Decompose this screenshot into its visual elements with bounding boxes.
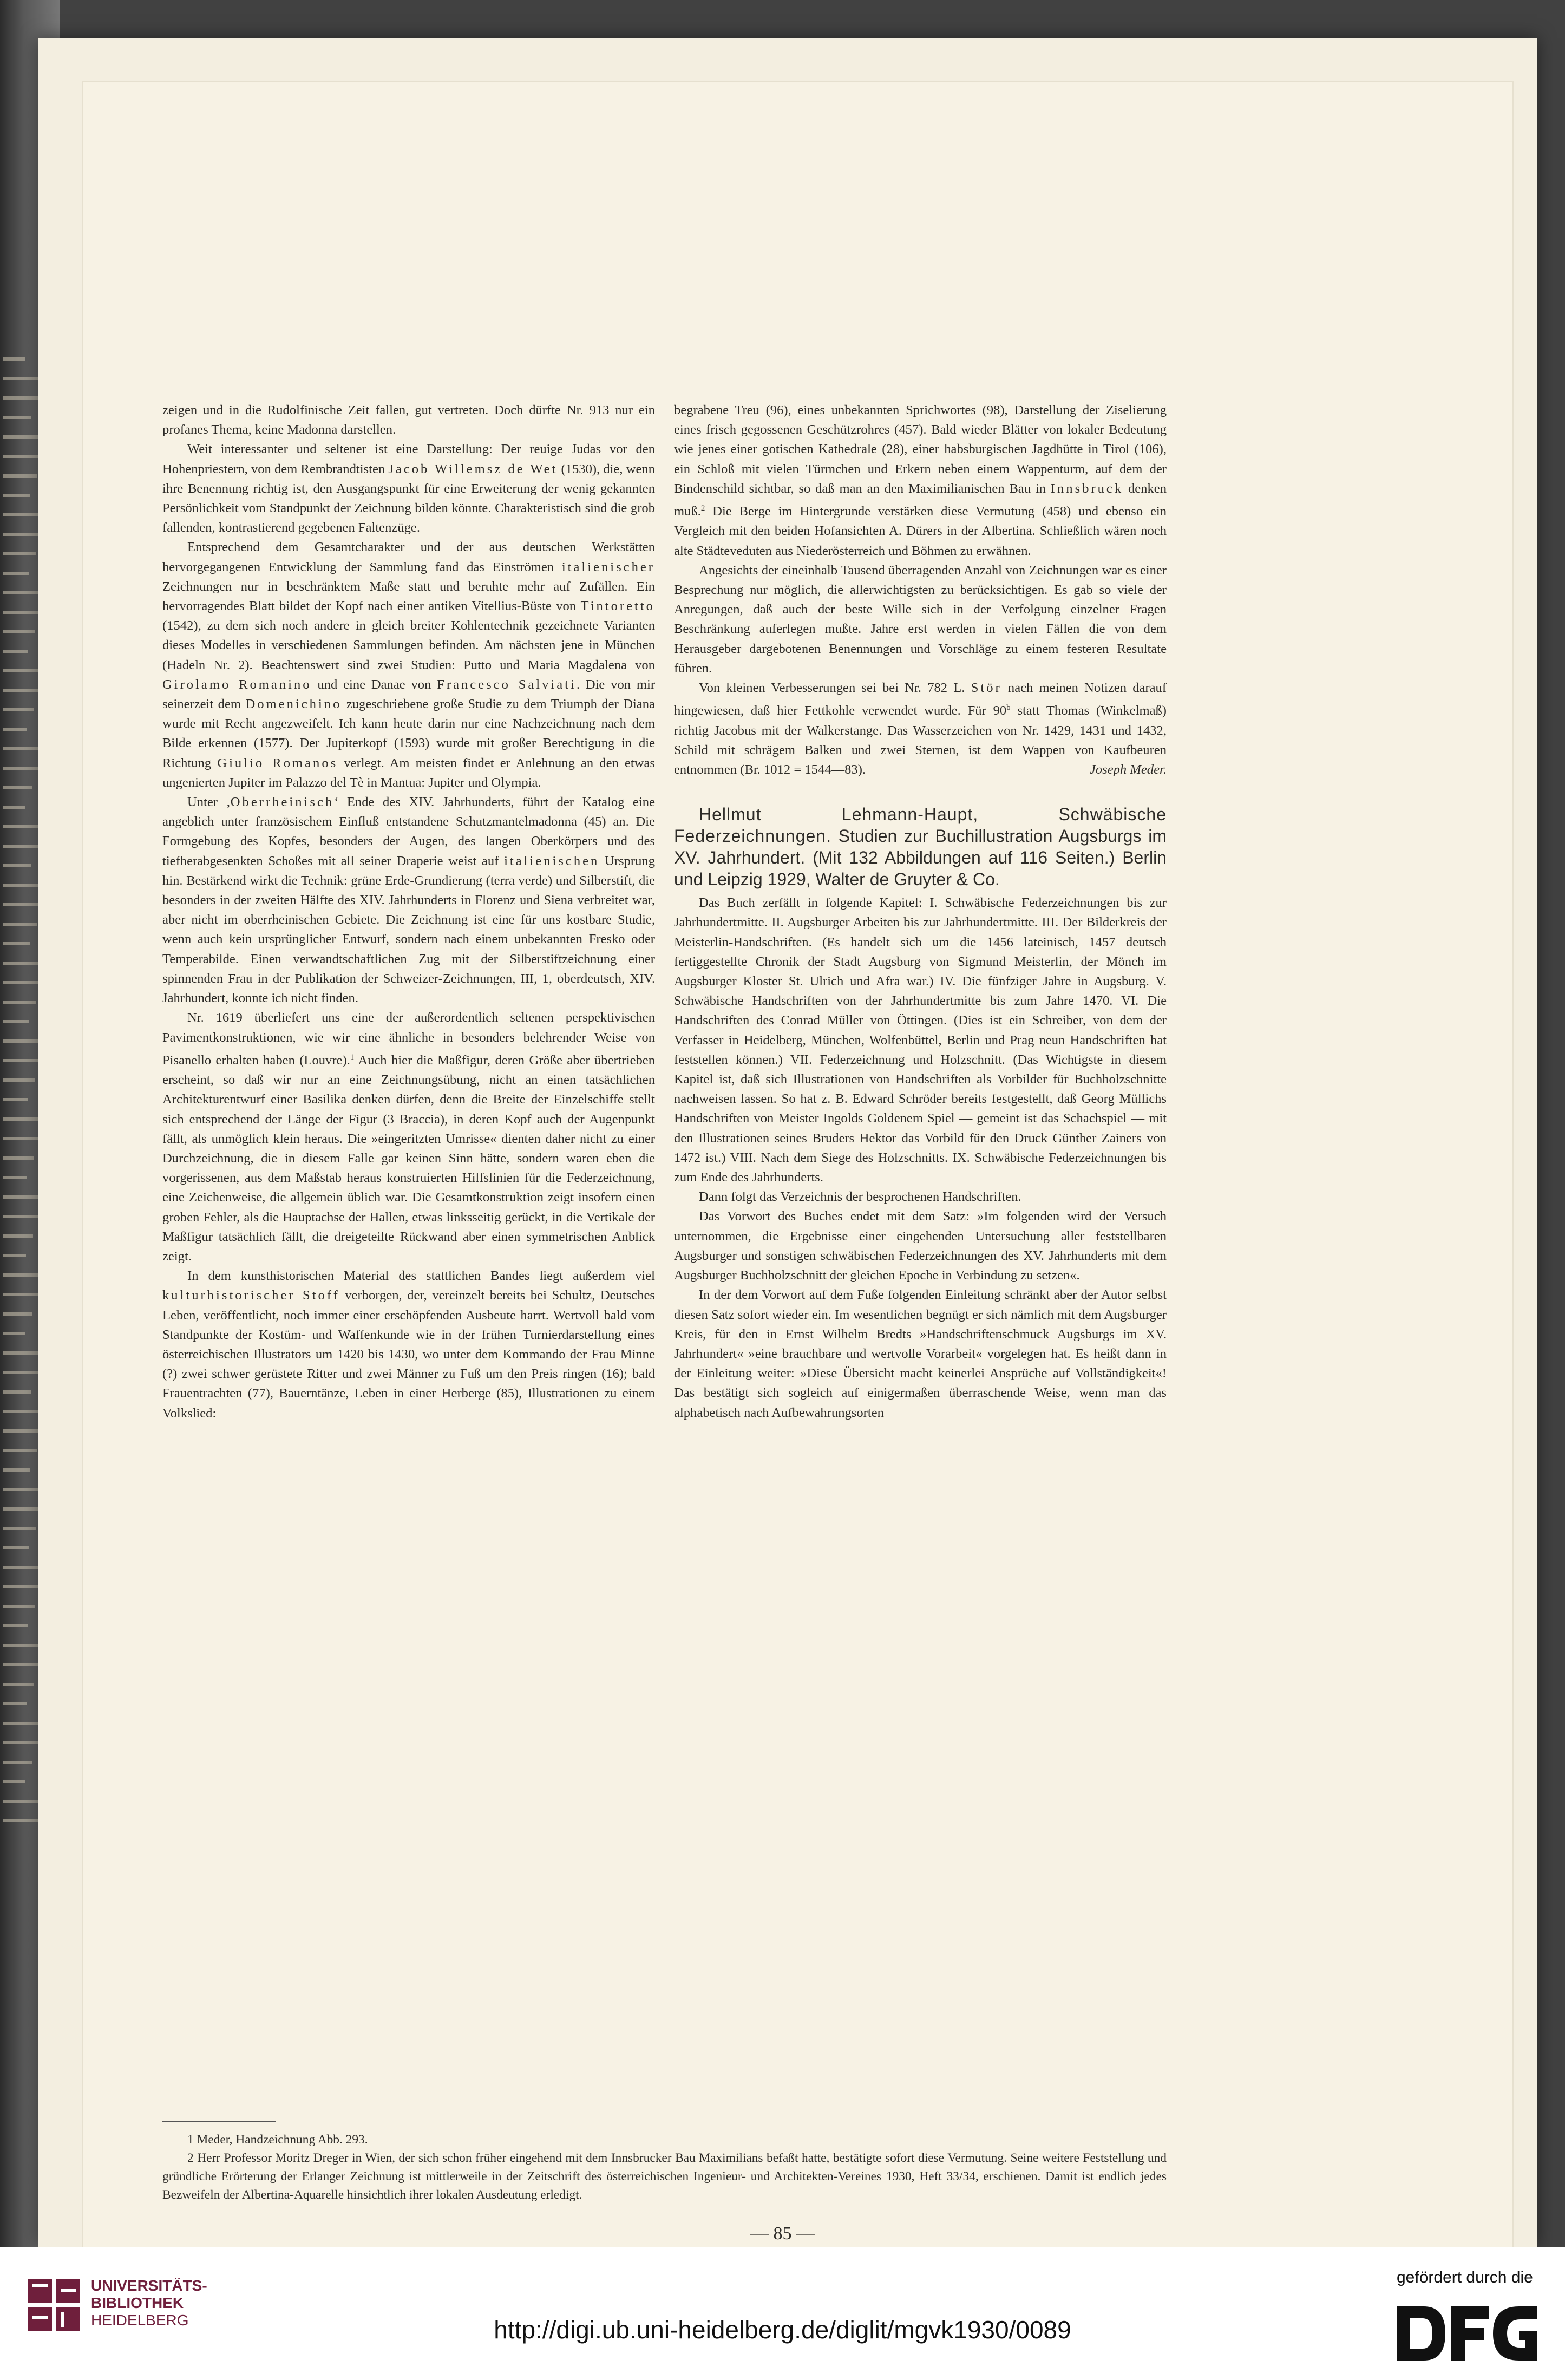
facing-page-text-line: [3, 1176, 27, 1179]
paragraph: Das Buch zerfällt in folgende Kapitel: I. Schwäbische Federzeichnungen bis zur Jahrhundertmitte. II. Augsburger Arbeiten bis zur Jahrhundertmitte. III. Der Bilderkreis der Meisterlin-Handschriften. (Es handelt sich um die 1456 lateinisch, 1457 deutsch fertiggestellte Chronik der Stadt Augsburg von Sigmund Meisterlin, der Mönch im Augsburger Kloster St. Ulrich und Afra war.) IV. Die fünfziger Jahre in Augsburg. V. Schwäbische Handschriften von der Jahrhundertmitte bis zum Jahre 1470. VI. Die Handschriften des Conrad Müller von Öttingen. (Dies ist ein Schreiber, von dem der Verfasser in Heidelberg, München, Wolfenbüttel, Berlin und Prag neun Handschriften hat feststellen können.) VII. Federzeichnung und Holzschnitt. (Das Wichtigste in diesem Kapitel ist, daß sich Illustrationen von Handschriften als Vorbilder für Buchholzschnitte nachweisen lassen. So hat z. B. Edward Schröder bereits festgestellt, daß Georg Müllichs Handschriften von Meister Ingolds Goldenem Spiel — gemeint ist das Schachspiel — mit den Illustrationen seines Bruders Hektor das Vorbild für den Druck Günther Zainers von 1472 ist.) VIII. Nach dem Siege des Holzschnitts. IX. Schwäbische Federzeichnungen bis zum Ende des Jahrhunderts.: [674, 895, 1167, 1185]
facing-page-text-line: [3, 572, 29, 575]
paragraph: Dann folgt das Verzeichnis der besprochenen Handschriften.: [699, 1189, 1021, 1205]
facing-page-text-line: [3, 1059, 42, 1062]
facing-page-text-line: [3, 1527, 36, 1530]
review-heading: Hellmut Lehmann-Haupt, Schwäbische Federzeichnungen. Studien zur Buchillustration Augsburgs im XV. Jahrhundert. (Mit 132 Abbildungen auf 116 Seiten.) Berlin und Leipzig 1929, Walter de Gruyter & Co.: [674, 805, 1167, 890]
paragraph: Das Vorwort des Buches endet mit dem Satz: »Im folgenden wird der Versuch unternommen, die Ergebnisse einer eingehenden Untersuchung aller feststellbaren Augsburger und sonstigen schwäbischen Federzeichnungen des XV. Jahrhunderts mit dem Augsburger Buchholzschnitt der gleichen Epoche in Verbindung zu setzen«.: [674, 1209, 1167, 1283]
footnote-ref: 1: [350, 1052, 355, 1062]
facing-page-text-line: [3, 1390, 31, 1394]
facing-page-text-line: [3, 1312, 32, 1316]
facing-page-text-line: [3, 689, 41, 692]
facing-page-text-line: [3, 728, 27, 731]
facing-page-text-line: [3, 1293, 39, 1296]
dfg-logo: [1391, 2301, 1543, 2366]
left-column: [162, 401, 655, 1423]
footnote-1: 1 Meder, Handzeichnung Abb. 293.: [187, 2133, 368, 2147]
permalink-url[interactable]: http://digi.ub.uni-heidelberg.de/diglit/mgvk1930/0089: [494, 2316, 1071, 2344]
facing-page-text-line: [3, 474, 37, 478]
facing-page-text-line: [3, 1001, 36, 1004]
facing-page-text-line: [3, 1683, 34, 1686]
facing-page-text-line: [3, 845, 38, 848]
paragraph: Unter ‚Oberrheinisch‘ Ende des XIV. Jahrhunderts, führt der Katalog eine angeblich unter französischem Einfluß entstandene Schutzmantelmadonna (45) an. Die Formgebung des Kopfes, besonders der Augen, des langen Oberkörpers und des tiefherabgesenkten Schoßes mit all seiner Draperie weist auf italienischen Ursprung hin. Bestärkend wirkt die Technik: grüne Erde-Grundierung (terra verde) und Silberstift, die besonders in der zweiten Hälfte des XIV. Jahrhunderts in Florenz und Siena verbreitet war, aber nicht im oberrheinischen Gebiete. Die Zeichnung ist eine für uns kostbare Studie, wenn auch kein ursprünglicher Entwurf, sondern nach einem unbekannten Fresko oder Temperabilde. Einen verwandtschaftlichen Zug mit der Silberstiftzeichnung einer spinnenden Frau in der Publikation der Schweizer-Zeichnungen, III, 1, oberdeutsch, XIV. Jahrhundert, konnte ich nicht finden.: [162, 795, 656, 1006]
facing-page-text-line: [3, 1468, 30, 1472]
artist-name: Tintoretto: [580, 599, 655, 614]
paragraph: Angesichts der eineinhalb Tausend überragenden Anzahl von Zeichnungen war es einer Besprechung nur möglich, die allerwichtigsten zu berücksichtigen. Es gab so viele der Anregungen, daß auch der beste Wille sich in der Verfolgung einzelner Fragen Beschränkung auferlegen mußte. Jahre erst werden in vielen Fällen die von dem Herausgeber dargebotenen Benennungen und Vorschläge zu einem festeren Resultate führen.: [674, 563, 1167, 676]
funding-caption: gefördert durch die: [1397, 2268, 1533, 2286]
facing-page-text-line: [3, 1585, 42, 1588]
facing-page-text-line: [3, 611, 42, 614]
facing-page-text-line: [3, 1254, 26, 1257]
artist-name: Jacob Willemsz de Wet: [388, 461, 558, 476]
facing-page-text-line: [3, 1449, 37, 1452]
facing-page-text-line: [3, 494, 30, 497]
paragraph: In der dem Vorwort auf dem Fuße folgenden Einleitung schränkt aber der Autor selbst diesen Satz sofort wieder ein. Im wesentlichen begnügt er sich nämlich mit dem Augsburger Kreis, für den in Ernst Wilhelm Bredts »Handschriftenschmuck Augsburgs im XV. Jahrhundert« »eine brauchbare und wertvolle Vorarbeit« vorgelegen hat. Es heißt dann in der Einleitung weiter: »Diese Übersicht macht keinerlei Ansprüche auf Vollständigkeit«! Das bestätigt sich sogleich auf einigermaßen überraschende Weise, wenn man das alphabetisch nach Aufbewahrungsorten: [674, 1287, 1167, 1420]
facing-page-text-line: [3, 1234, 33, 1238]
facing-page-text-line: [3, 650, 28, 653]
facing-page-text-line: [3, 1624, 28, 1627]
facing-page-text-line: [3, 1215, 40, 1218]
facing-page-text-line: [3, 1098, 28, 1101]
funder-block[interactable]: [1386, 2268, 1548, 2371]
facing-page-text-line: [3, 1702, 27, 1705]
facing-page-text-line: [3, 1332, 25, 1335]
facing-page-text-line: [3, 533, 43, 536]
facing-page-text-line: [3, 1371, 38, 1374]
footnote-rule: [162, 2121, 276, 2122]
facing-page-text-line: [3, 1156, 34, 1160]
paragraph: begrabene Treu (96), eines unbekannten Sprichwortes (98), Darstellung der Ziselierung eines frisch gegossenen Geschützrohres (457). Bald wieder Blätter von lokaler Bedeutung wie jenes einer gotischen Kathedrale (28), einer habsburgischen Jagdhütte in Tirol (106), ein Schloß mit vielen Türmchen und Erkern neben einem Wappenturm, auf dem der Bindenschild sichtbar, so daß man an den Maximilianischen Bau in Innsbruck denken muß.$^2$ Die Berge im Hintergrunde verstärken diese Vermutung (458) und ebenso ein Vergleich mit den beiden Hofansichten A. Dürers in der Albertina. Schließlich wären noch alte Städteveduten aus Niederösterreich und Böhmen zu erwähnen.: [674, 403, 1167, 558]
paragraph: zeigen und in die Rudolfinische Zeit fallen, gut vertreten. Doch dürfte Nr. 913 nur ein profanes Thema, keine Madonna darstellen.: [162, 403, 655, 437]
paragraph: Weit interessanter und seltener ist eine Darstellung: Der reuige Judas vor den Hohenpriestern, von dem Rembrandtisten Jacob Willemsz de Wet (1530), die, wenn ihre Benennung richtig ist, den Ausgangspunkt für eine Erweiterung der wenig gekannten Persönlichkeit vom Standpunkt der Zeichnung bilden könnte. Charakteristisch sind die grob fallenden, kontrastierend gegebenen Faltenzüge.: [162, 442, 655, 535]
facing-page-text-line: [3, 981, 43, 984]
footnotes: [162, 2130, 1167, 2204]
facing-page-text-line: [3, 786, 32, 789]
facing-page-text-line: [3, 1507, 43, 1511]
page-number: — 85 —: [750, 2224, 815, 2244]
footnote-ref: 2: [700, 504, 705, 513]
facing-page-text-line: [3, 552, 36, 555]
facing-page-text-line: [3, 630, 35, 633]
facing-page-text-line: [3, 942, 30, 945]
right-column: [674, 401, 1167, 1423]
facing-page-text-line: [3, 806, 25, 809]
facing-page-text-line: [3, 1137, 41, 1140]
paragraph: Nr. 1619 überliefert uns eine der außerordentlich seltenen perspektivischen Pavimentkonstruktionen, wie wir eine ähnliche in besonders belehrender Weise von Pisanello erhalten haben (Louvre).$^1$ Auch hier die Maßfigur, deren Größe aber übertrieben erscheint, so daß wir nur an eine Zeichnungsübung, nicht an einen tatsächlichen Architekturentwurf einer Basilika denken dürfen, denn die Breite der Einzelschiffe stellt sich entsprechend der Länge der Figur (3 Braccia), in deren Kopf auch der Augenpunkt fällt, als unmöglich klein heraus. Die »eingeritzten Umrisse« dienten daher nicht zu einer Durchzeichnung, die in diesem Falle gar keinen Sinn hätte, sondern waren eben die vorgerissenen, aus dem Maßstab heraus konstruierten Hilfslinien für die Federzeichnung, eine Zeichenweise, die allgemein üblich war. Die Gesamtkonstruktion zeigt insofern einen groben Fehler, als die Hauptachse der Hallen, etwas linksseitig gerückt, in die Vertikale der Maßfigur tatsächlich fällt, die dreigeteilte Rückwand aber einen symmetrischen Anblick zeigt.: [162, 1010, 655, 1264]
artist-name: Domenichino: [245, 697, 342, 712]
facing-page-text-line: [3, 1741, 40, 1744]
facing-page-text-line: [3, 1663, 41, 1666]
facing-page-text-line: [3, 708, 34, 711]
facing-page-text-line: [3, 416, 31, 419]
facing-page-text-line: [3, 923, 37, 926]
facing-page-text-line: [3, 1819, 38, 1822]
facing-page-text-line: [3, 864, 31, 867]
paragraph: Von kleinen Verbesserungen sei bei Nr. 782 L. Stör nach meinen Notizen darauf hingewiesen, daß hier Fettkohle verwendet wurde. Für 90$^b$ statt Thomas (Winkelmaß) richtig Jacobus mit der Walkerstange. Das Wasserzeichen von Nr. 1429, 1431 und 1432, Schild mit schrägem Balken und zwei Sternen, ist dem Wappen von Kaufbeuren entnommen (Br. 1012 = 1544—83). Joseph Meder.: [674, 678, 1167, 780]
facing-page-text-line: [3, 396, 38, 400]
viewer-footer: [0, 2247, 1565, 2380]
facing-page-text-line: [3, 1605, 35, 1608]
artist-name: Girolamo Romanino: [162, 677, 312, 692]
facing-page-text-line: [3, 1078, 35, 1082]
library-name: UNIVERSITÄTS- BIBLIOTHEK HEIDELBERG: [91, 2277, 207, 2329]
footnote-2: 2 Herr Professor Moritz Dreger in Wien, der sich schon früher eingehend mit dem Innsbrucker Bau Maximilians befaßt hatte, bestätigte sofort diese Vermutung. Seine weitere Feststellung und gründliche Erörterung der Erlanger Zeichnung ist mittlerweile in der Zeitschrift des österreichischen Ingenieur- und Architekten-Vereines 1930, Heft 33/34, erschienen. Damit ist endlich jedes Bezweifeln der Albertina-Aquarelle hinsichtlich ihrer lokalen Ausdeutung erledigt.: [162, 2151, 1167, 2202]
facing-page-text-line: [3, 1761, 32, 1764]
facing-page-text-line: [3, 1780, 25, 1783]
facing-page-text-line: [3, 1020, 29, 1023]
author-signature: Joseph Meder.: [1089, 762, 1167, 777]
artist-name: Giulio Romanos: [217, 755, 338, 770]
paragraph: In dem kunsthistorischen Material des stattlichen Bandes liegt außerdem viel kulturhistorischer Stoff verborgen, der, vereinzelt bereits bei Schultz, Deutsches Leben, veröffentlicht, noch immer einer erschöpfenden Ausbeute harrt. Wertvoll bald vom Standpunkte der Kostüm- und Waffenkunde wie in der frühen Turnierdarstellung eines österreichischen Illustrators um 1420 bis 1430, wo unter dem Kommando der Frau Minne (?) zwei schwer gerüstete Ritter und zwei Männer zu Fuß um den Preis ringen (16); bald Frauentrachten (77), Bauerntänze, Leben in einer Herberge (85), Illustrationen zu einem Volkslied:: [162, 1269, 655, 1421]
facing-page-text-line: [3, 357, 25, 361]
paragraph: Entsprechend dem Gesamtcharakter und der aus deutschen Werkstätten hervorgegangenen Entwicklung der Sammlung fand das Einströmen italienischer Zeichnungen nur in beschränktem Maße statt und beruhte mehr auf Zufällen. Ein hervorragendes Blatt bildet der Kopf nach einer antiken Vitellius-Büste von Tintoretto (1542), zu dem sich noch andere in gleich breiter Kohlentechnik gezeichnete Varianten dieses Modelles in verschiedenen Sammlungen befinden. Am nächsten jene in München (Hadeln Nr. 2). Beachtenswert sind zwei Studien: Putto und Maria Magdalena von Girolamo Romanino und eine Danae von Francesco Salviati. Die von mir seinerzeit dem Domenichino zugeschriebene große Studie zu dem Triumph der Diana wurde mit Recht angezweifelt. Ich kann heute darin nur eine Nachzeichnung nach dem Bilde erkennen (1577). Der Jupiterkopf (1593) wurde mit großer Berechtigung in die Richtung Giulio Romanos verlegt. Am meisten findet er Anlehnung an den etwas ungenierten Jupiter im Palazzo del Tè in Mantua: Jupiter und Olympia.: [162, 540, 656, 790]
facing-page-text-line: [3, 767, 40, 770]
artist-name: Francesco Salviati: [437, 677, 577, 692]
facing-page-text-line: [3, 1546, 29, 1549]
